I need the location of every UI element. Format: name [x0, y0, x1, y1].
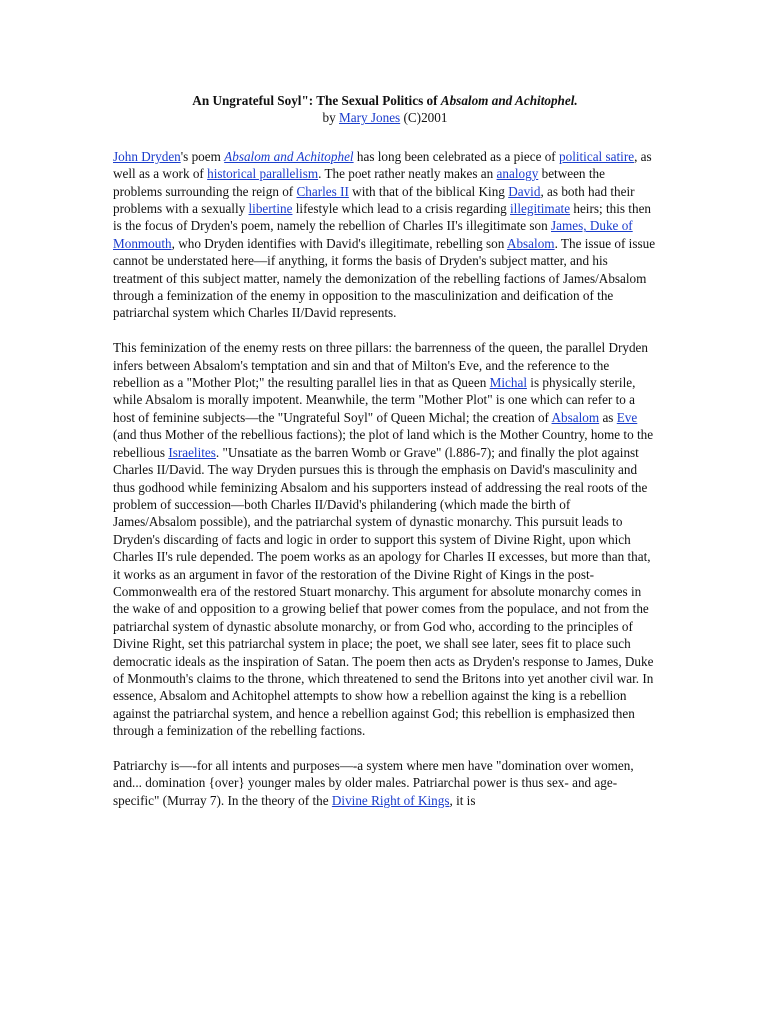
- inline-link[interactable]: political satire: [559, 148, 635, 164]
- document-title: [113, 92, 657, 109]
- author-link[interactable]: Mary Jones: [339, 110, 401, 126]
- paragraph-text: with that of the biblical King: [348, 183, 509, 199]
- title-italic: Absalom and Achitophel.: [440, 93, 578, 108]
- inline-link[interactable]: illegitimate: [510, 201, 571, 217]
- paragraph-text: lifestyle which lead to a crisis regarding: [292, 201, 510, 217]
- paragraph-text: (and thus Mother of the rebellious factions); the plot of land which is the Mother Country, home to the rebellious: [113, 427, 654, 460]
- paragraph: [113, 339, 657, 739]
- inline-link[interactable]: Absalom: [506, 235, 555, 251]
- paragraph-text: Patriarchy is—-for all intents and purposes—-a system where men have "domination over women, and... domination {over} younger males by older males. Patriarchal power is thus sex- and age-specific" (Murray 7). In the theory of the: [113, 758, 634, 808]
- paragraph-text: This feminization of the enemy rests on three pillars: the barrenness of the queen, the parallel Dryden infers between Absalom's temptation and sin and that of Milton's Eve, and the reference to the rebellion as a "Mother Plot;" the resulting parallel lies in that as Queen: [113, 340, 649, 391]
- inline-link[interactable]: Charles II: [296, 183, 349, 199]
- paragraph-text: is physically sterile, while Absalom is morally impotent. Meanwhile, the term "Mother Plot" is one which can refer to a host of feminine subjects—the "Ungrateful Soyl" of Queen Michal; the creation of: [113, 375, 636, 425]
- inline-link[interactable]: Israelites: [168, 444, 216, 460]
- paragraph-text: , as well as a work of: [113, 148, 652, 182]
- inline-link[interactable]: libertine: [248, 201, 293, 217]
- inline-link[interactable]: Absalom and Achitophel: [224, 148, 354, 164]
- inline-link[interactable]: analogy: [496, 166, 539, 182]
- inline-link[interactable]: David: [508, 183, 541, 199]
- byline-prefix: by: [322, 110, 340, 126]
- paragraph: [113, 757, 657, 809]
- paragraph-text: . "Unsatiate as the barren Womb or Grave" (l.886-7); and finally the plot against Charles II/David. The way Dryden pursues this is through the emphasis on David's masculinity and thus godhood while feminizing Absalom and his supporters instead of addressing the real roots of the problem of succession—both Charles II/David's philandering (which made the birth of James/Absalom possible), and the patriarchal system of dynastic monarchy. This pursuit leads to Dryden's discarding of facts and logic in order to support this system of Divine Right, upon which Charles II's rule depended. The poem works as an apology for Charles II excesses, but more than that, it works as an argument in favor of the restoration of the Divine Right of Kings in the post-Commonwealth era of the restored Stuart monarchy. This argument for absolute monarchy comes in the wake of and opposition to a growing belief that power comes from the populace, and not from the patriarchal system of dynastic absolute monarchy, or from God who, according to the principles of Divine Right, set this patriarchal system in place; the poet, we shall see later, sees fit to place such democratic ideals as the inspiration of Satan. The poem then acts as Dryden's response to James, Duke of Monmouth's claims to the throne, which threatened to send the Britons into yet another civil war. In essence, Absalom and Achitophel attempts to show how a rebellion against the king is a rebellion against the patriarchal system, and hence a rebellion against God; this rebellion is emphasized then through a feminization of the rebelling factions.: [113, 444, 654, 739]
- inline-link[interactable]: Absalom: [551, 409, 600, 425]
- inline-link[interactable]: John Dryden: [113, 148, 181, 164]
- inline-link[interactable]: Divine Right of Kings: [331, 792, 450, 808]
- paragraph-text: . The issue of issue cannot be understated here—if anything, it forms the basis of Dryden's subject matter, and his treatment of this subject matter, namely the demonization of the rebelling factions of James/Absalom through a feminization of the enemy in opposition to the masculinization and deification of the patriarchal system which Charles II/David represents.: [113, 235, 656, 321]
- title-block: [113, 92, 657, 127]
- inline-link[interactable]: Michal: [489, 375, 527, 391]
- paragraph-text: has long been celebrated as a piece of: [353, 148, 559, 164]
- paragraph-text: between the problems surrounding the reign of: [113, 166, 605, 199]
- paragraph-text: , as both had their problems with a sexually: [113, 183, 635, 217]
- paragraph-text: , it is: [449, 792, 476, 808]
- paragraph-text: , who Dryden identifies with David's illegitimate, rebelling son: [171, 235, 507, 251]
- paragraph-text: 's poem: [180, 148, 225, 164]
- article-body: [113, 148, 657, 809]
- paragraph-text: as: [599, 409, 617, 425]
- inline-link[interactable]: historical parallelism: [207, 166, 319, 182]
- title-main: An Ungrateful Soyl": The Sexual Politics of: [192, 93, 441, 108]
- paragraph-text: heirs; this then is the focus of Dryden's poem, namely the rebellion of Charles II's illegitimate son: [113, 201, 652, 234]
- inline-link[interactable]: Eve: [616, 409, 638, 425]
- byline-suffix: (C)2001: [400, 110, 448, 126]
- paragraph-text: . The poet rather neatly makes an: [318, 166, 497, 182]
- paragraph: [113, 148, 657, 322]
- document-body: [113, 92, 657, 827]
- byline: [113, 109, 657, 126]
- inline-link[interactable]: James, Duke of Monmouth: [113, 218, 633, 251]
